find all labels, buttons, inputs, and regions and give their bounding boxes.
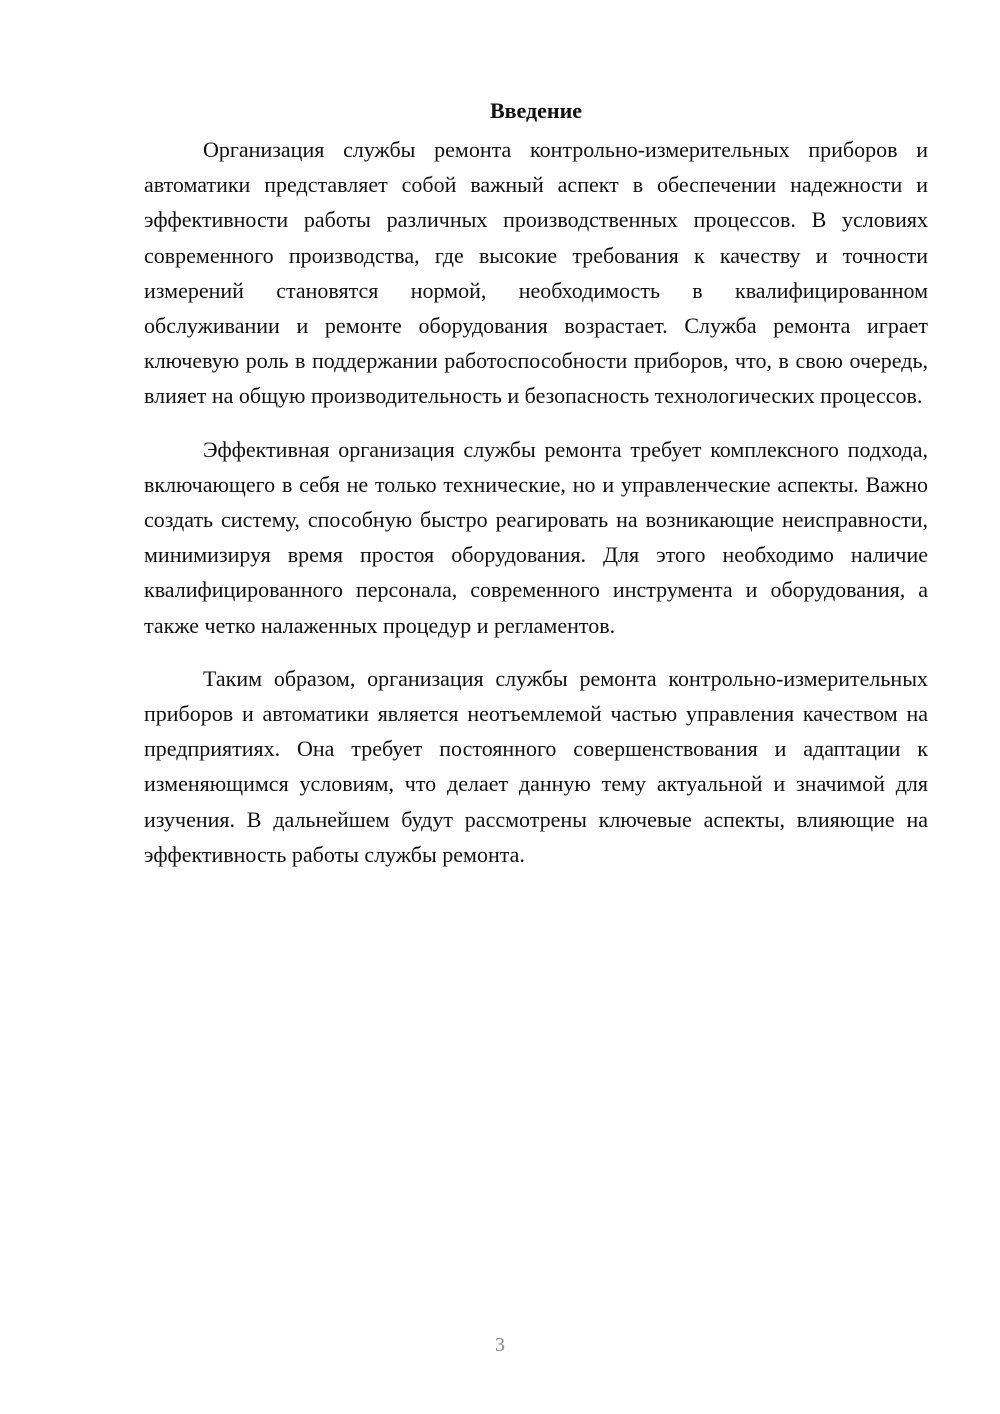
paragraph-2: Эффективная организация службы ремонта требует комплексного подхода, включающего в себя не только технические, но и управленческие аспекты. Важно создать систему, способную быстро реагировать на возникающие неисправности, минимизируя время простоя оборудования. Для этого необходимо наличие квалифицированного персонала, современного инструмента и оборудования, а также четко налаженных процедур и регламентов. bbox=[144, 436, 928, 638]
page-content bbox=[144, 96, 928, 890]
page-number: 3 bbox=[495, 1334, 505, 1356]
paragraph-3: Таким образом, организация службы ремонта контрольно-измерительных приборов и автоматики является неотъемлемой частью управления качеством на предприятиях. Она требует постоянного совершенствования и адаптации к изменяющимся условиям, что делает данную тему актуальной и значимой для изучения. В дальнейшем будут рассмотрены ключевые аспекты, влияющие на эффективность работы службы ремонта. bbox=[144, 665, 928, 867]
section-title: Введение bbox=[489, 98, 583, 123]
paragraph-1: Организация службы ремонта контрольно-измерительных приборов и автоматики представляет собой важный аспект в обеспечении надежности и эффективности работы различных производственных процессов. В условиях современного производства, где высокие требования к качеству и точности измерений становятся нормой, необходимость в квалифицированном обслуживании и ремонте оборудования возрастает. Служба ремонта играет ключевую роль в поддержании работоспособности приборов, что, в свою очередь, влияет на общую производительность и безопасность технологических процессов. bbox=[144, 137, 928, 409]
